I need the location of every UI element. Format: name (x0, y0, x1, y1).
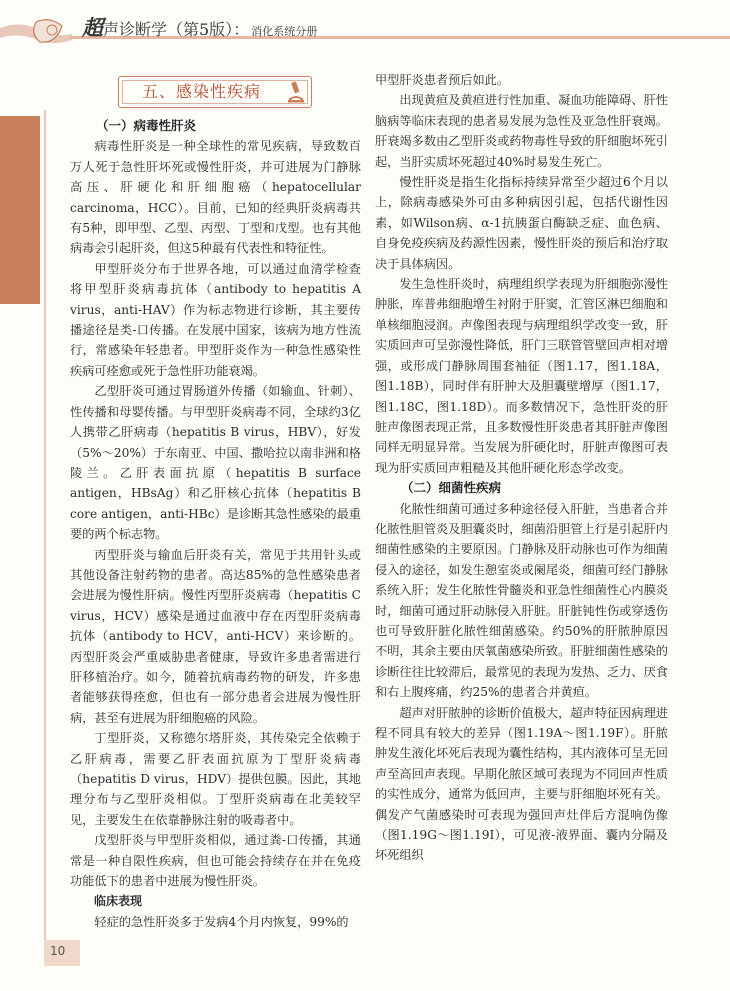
paragraph-continued: 甲型肝炎患者预后如此。 (375, 73, 510, 87)
left-column (70, 116, 361, 932)
book-title-main: 声诊断学（第5版） (103, 20, 234, 39)
paragraph-acute-imaging: 发生急性肝炎时，病理组织学表现为肝细胞弥漫性肿胀，库普弗细胞增生衬附于肝窦，汇管区淋巴细胞和单核细胞浸润。声像图表现与病理组织学改变一致，肝实质回声可呈弥漫性降低，肝门三联管管壁回声相对增强，或形成门静脉周围套袖征（图1.17，图1.18A，图1.18B），同时伴有肝肿大及胆囊壁增厚（图1.17，图1.18C，图1.18D）。而多数情况下，急性肝炎的肝脏声像图表现正常，且多数慢性肝炎患者其肝脏声像图同样无明显异常。当发展为肝硬化时，肝脏声像图可表现为肝实质回声粗糙及其他肝硬化形态学改变。 (375, 277, 668, 475)
paragraph-overview: 病毒性肝炎是一种全球性的常见疾病，导致数百万人死于急性肝坏死或慢性肝炎，并可进展为门静脉高压、肝硬化和肝细胞癌（hepatocellular carcinoma，HCC）。目前，已知的经典肝炎病毒共有5种，即甲型、乙型、丙型、丁型和戊型。也有其他病毒会引起肝炎，但这5种最有代表性和特征性。 (70, 139, 361, 256)
page-number: 10 (50, 944, 66, 958)
paragraph-hepatitis-b: 乙型肝炎可通过胃肠道外传播（如输血、针刺）、性传播和母婴传播。与甲型肝炎病毒不同，全球约3亿人携带乙肝病毒（hepatitis B virus，HBV），好发（5%～20%）于东南亚、中国、撒哈拉以南非洲和格陵兰。乙肝表面抗原（hepatitis B surface antigen，HBsAg）和乙肝核心抗体（hepatitis B core antigen，anti-HBc）是诊断其急性感染的最重要的两个标志物。 (70, 384, 361, 542)
chapter-side-tab (0, 116, 40, 304)
section-banner (118, 76, 312, 108)
paragraph-hepatitis-e: 戊型肝炎与甲型肝炎相似，通过粪-口传播，其通常是一种自限性疾病，但也可能会持续存在并在免疫功能低下的患者中进展为慢性肝炎。 (70, 833, 361, 889)
paragraph-chronic-hepatitis: 慢性肝炎是指生化指标持续异常至少超过6个月以上，除病毒感染外可由多种病因引起，包括代谢性因素，如Wilson病、α-1抗胰蛋白酶缺乏症、血色病、自身免疫疾病及药源性因素，慢性肝炎的预后和治疗取决于具体病因。 (375, 175, 668, 271)
paragraph-hepatitis-d: 丁型肝炎，又称德尔塔肝炎，其传染完全依赖于乙肝病毒，需要乙肝表面抗原为丁型肝炎病毒（hepatitis D virus，HDV）提供包膜。因此，其地理分布与乙型肝炎相似。丁型肝炎病毒在北美较罕见，主要发生在依靠静脉注射的吸毒者中。 (70, 731, 361, 827)
heading-viral-hepatitis: （一）病毒性肝炎 (96, 118, 197, 133)
paragraph-abscess-ultrasound: 超声对肝脓肿的诊断价值极大，超声特征因病理进程不同具有较大的差异（图1.19A～图1.19F）。肝脓肿发生液化坏死后表现为囊性结构，其内液体可呈无回声至高回声表现。早期化脓区域可表现为不同回声性质的实性成分，通常为低回声，主要与肝细胞坏死有关。偶发产气菌感染时可表现为强回声灶伴后方混响伪像（图1.19G～图1.19I），可见液-液界面、囊内分隔及坏死组织 (375, 705, 668, 863)
paragraph-bacterial-routes: 化脓性细菌可通过多种途径侵入肝脏，当患者合并化脓性胆管炎及胆囊炎时，细菌沿胆管上行是引起肝内细菌性感染的主要原因。门静脉及肝动脉也可作为细菌侵入的途径，如发生憩室炎或阑尾炎，细菌可经门静脉系统入肝；发生化脓性骨髓炎和亚急性细菌性心内膜炎时，细菌可通过肝动脉侵入肝脏。肝脏钝性伤或穿透伤也可导致肝脏化脓性细菌感染。约50%的肝脓肿原因不明，其余主要由厌氧菌感染所致。肝脏细菌性感染的诊断往往比较滞后，最常见的表现为发热、乏力、厌食和右上腹疼痛，约25%的患者合并黄疸。 (375, 501, 668, 700)
paragraph-clinical: 轻症的急性肝炎多于发病4个月内恢复，99%的 (94, 914, 349, 929)
book-title (82, 12, 317, 42)
paragraph-liver-failure: 出现黄疸及黄疸进行性加重、凝血功能障碍、肝性脑病等临床表现的患者易发展为急性及亚急性肝衰竭。肝衰竭多数由乙型肝炎或药物毒性导致的肝细胞坏死引起，当肝实质坏死超过40%时易发生死亡。 (375, 93, 668, 169)
side-rule (44, 110, 46, 966)
paragraph-hepatitis-a: 甲型肝炎分布于世界各地，可以通过血清学检查将甲型肝炎病毒抗体（antibody to hepatitis A virus，anti-HAV）作为标志物进行诊断，其主要传播途径是类-口传播。在发展中国家，该病为地方性流行，常感染年轻患者。甲型肝炎作为一种急性感染性疾病可痊愈或死于急性肝功能衰竭。 (70, 261, 361, 378)
microscope-icon (285, 80, 307, 104)
book-title-prefix: 超 (82, 15, 103, 40)
paragraph-hepatitis-c: 丙型肝炎与输血后肝炎有关，常见于共用针头或其他设备注射药物的患者。高达85%的急性感染患者会进展为慢性肝病。慢性丙型肝炎病毒（hepatitis C virus，HCV）感染是通过血液中存在丙型肝炎病毒抗体（antibody to HCV，anti-HCV）来诊断的。丙型肝炎会严重威胁患者健康，导致许多患者需进行肝移植治疗。如今，随着抗病毒药物的研发，许多患者能够获得痊愈，但也有一部分患者会进展为慢性肝病，甚至有进展为肝细胞癌的风险。 (70, 547, 361, 725)
heading-clinical: 临床表现 (94, 894, 143, 909)
right-column (375, 70, 668, 866)
page-header (0, 0, 730, 62)
heading-bacterial: （二）细菌性疾病 (401, 480, 502, 496)
section-title: 五、感染性疾病 (141, 82, 261, 101)
brush-decoration-icon (0, 0, 80, 62)
book-volume: 消化系统分册 (251, 25, 318, 38)
book-title-separator: ： (233, 20, 250, 39)
